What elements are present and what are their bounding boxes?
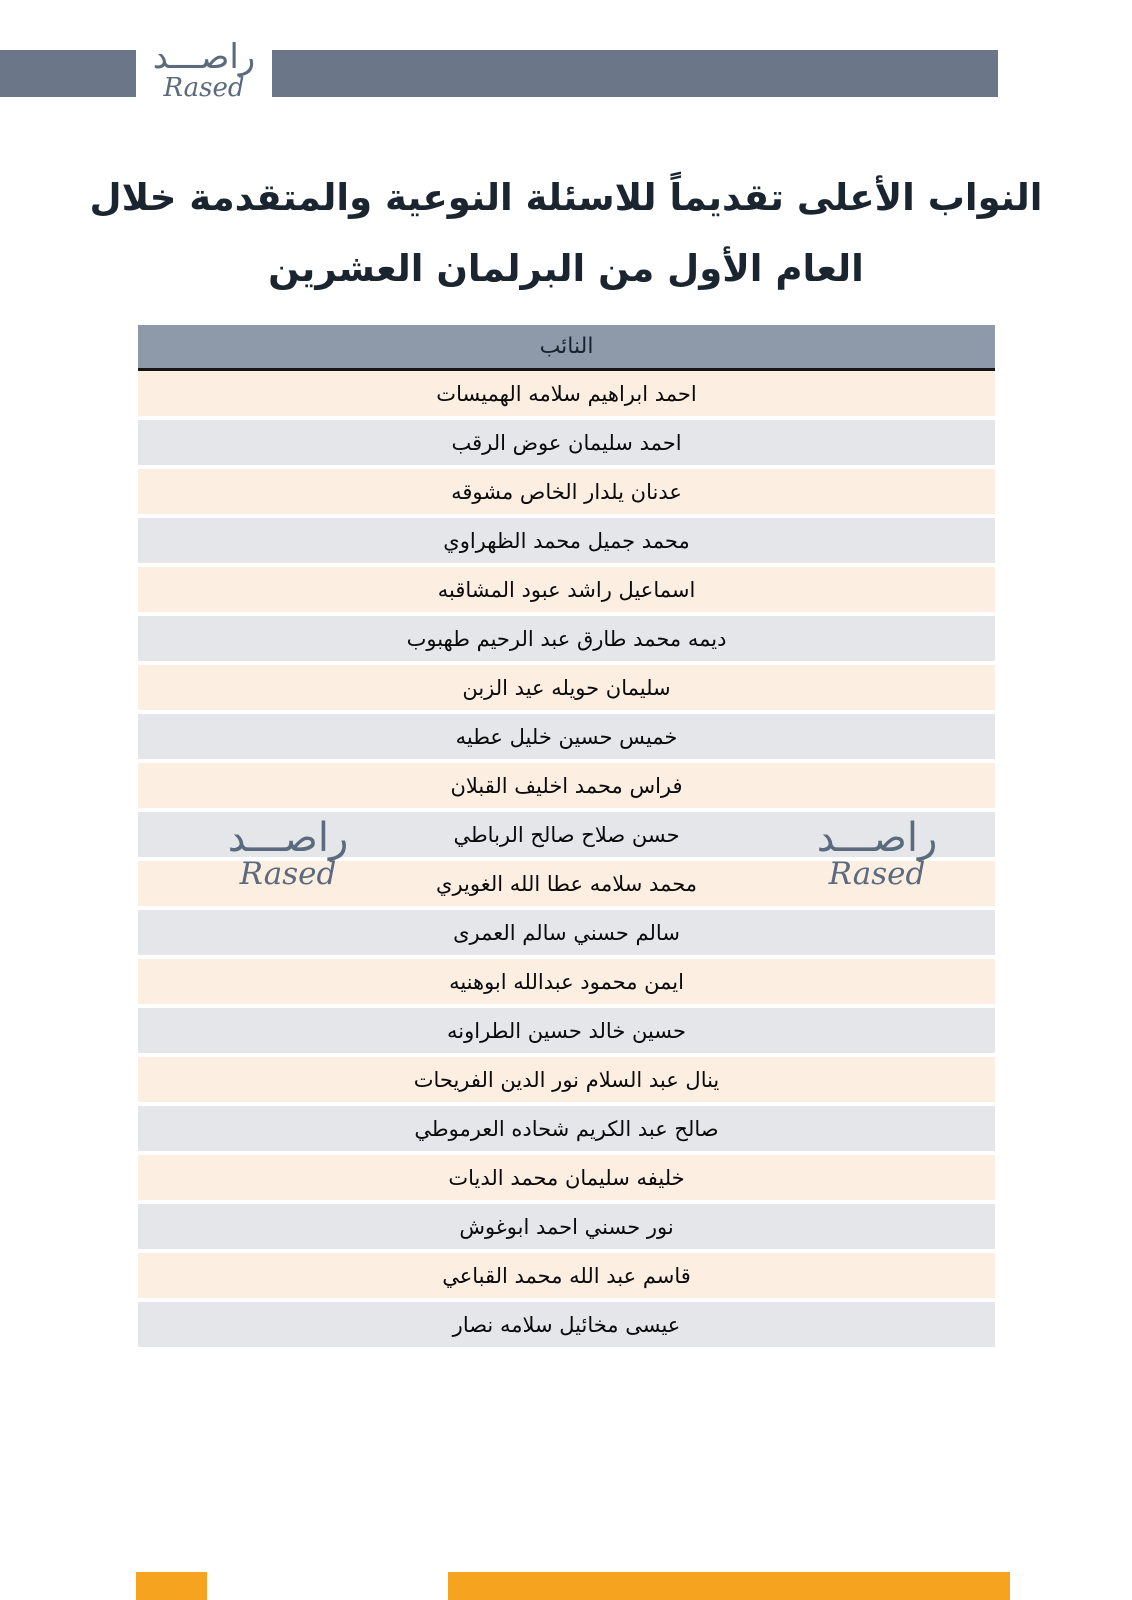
rased-logo: [136, 27, 272, 117]
mp-name: صالح عبد الكريم شحاده العرموطي: [414, 1116, 719, 1141]
table-row: [138, 959, 995, 1004]
table-row: [138, 1106, 995, 1151]
mp-name: سليمان حويله عيد الزبن: [462, 675, 671, 700]
mp-name: نور حسني احمد ابوغوش: [459, 1214, 674, 1239]
table-row: [138, 714, 995, 759]
rased-logo-arabic: راصـــد: [152, 37, 256, 77]
table-row: [138, 1253, 995, 1298]
mp-name: سالم حسني سالم العمرى: [453, 920, 680, 945]
bottom-accent-bar-small: [136, 1572, 207, 1600]
mp-name: فراس محمد اخليف القبلان: [450, 773, 683, 798]
table-row: [138, 910, 995, 955]
table-row: [138, 616, 995, 661]
mp-name: ينال عبد السلام نور الدين الفريحات: [413, 1067, 720, 1092]
watermark-right-arabic: راصـــد: [816, 815, 938, 861]
page-title-line1: النواب الأعلى تقديماً للاسئلة النوعية والمتقدمة خلال: [89, 176, 1043, 219]
mp-name: حسن صلاح صالح الرباطي: [453, 822, 680, 847]
watermark-left: [188, 815, 388, 892]
mp-name: احمد سليمان عوض الرقب: [451, 430, 682, 455]
mp-name: اسماعيل راشد عبود المشاقبه: [437, 577, 696, 602]
mp-name: ايمن محمود عبدالله ابوهنيه: [449, 969, 684, 994]
mp-name: خميس حسين خليل عطيه: [455, 724, 678, 749]
mp-name: احمد ابراهيم سلامه الهميسات: [436, 381, 697, 406]
table-row: [138, 420, 995, 465]
mp-name: حسين خالد حسين الطراونه: [446, 1018, 687, 1043]
table-row: [138, 1008, 995, 1053]
table-header: [138, 325, 995, 371]
table-row: [138, 665, 995, 710]
watermark-right-latin: Rased: [828, 856, 926, 892]
mp-name: عيسى مخائيل سلامه نصار: [452, 1312, 681, 1337]
mp-name: خليفه سليمان محمد الديات: [448, 1165, 685, 1190]
table-row: [138, 1155, 995, 1200]
page-title-line2: العام الأول من البرلمان العشرين: [268, 247, 864, 290]
watermark-right: [777, 815, 977, 892]
watermark-left-latin: Rased: [239, 856, 337, 892]
table-row: [138, 469, 995, 514]
rased-logo-latin: Rased: [163, 73, 245, 103]
page-title: [66, 162, 1066, 304]
bottom-accent-bar-large: [448, 1572, 1010, 1600]
table-row: [138, 371, 995, 416]
mp-name: قاسم عبد الله محمد القباعي: [442, 1263, 691, 1288]
table-row: [138, 1204, 995, 1249]
table-row: [138, 567, 995, 612]
mp-name: عدنان يلدار الخاص مشوقه: [451, 479, 682, 504]
table-header-label: النائب: [539, 334, 594, 359]
mp-name: ديمه محمد طارق عبد الرحيم طهبوب: [406, 626, 727, 651]
table-row: [138, 1302, 995, 1347]
table-row: [138, 763, 995, 808]
mp-name: محمد جميل محمد الظهراوي: [443, 528, 690, 553]
mp-name: محمد سلامه عطا الله الغويري: [436, 871, 697, 896]
table-row: [138, 1057, 995, 1102]
watermark-left-arabic: راصـــد: [227, 815, 349, 861]
table-row: [138, 518, 995, 563]
